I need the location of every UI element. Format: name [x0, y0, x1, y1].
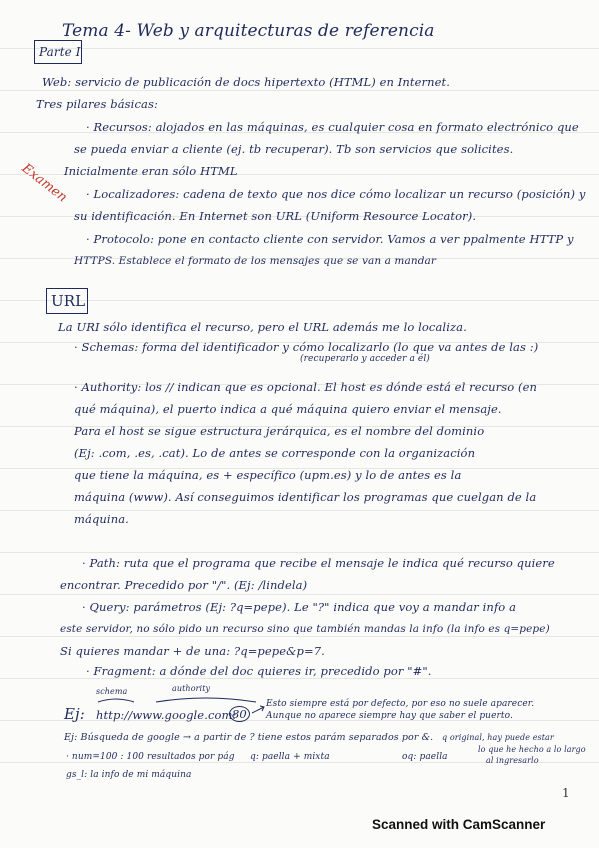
original-query-note: q original, hay puede estar — [442, 733, 554, 742]
oq-note-1: lo que he hecho a lo largo — [478, 745, 586, 754]
locators-line-1: · Localizadores: cadena de texto que nos dice cómo localizar un recurso (posición) y — [86, 187, 586, 201]
schemas-line: · Schemas: forma del identificador y cómo localizarlo (lo que va antes de las :) — [74, 340, 539, 354]
num-param: · num=100 : 100 resultados por pág — [66, 752, 235, 762]
exam-margin-note: Examen — [18, 161, 70, 206]
resources-line-3: Inicialmente eran sólo HTML — [64, 164, 238, 178]
locators-line-2: su identificación. En Internet son URL (Uniform Resource Locator). — [74, 209, 477, 223]
gs-param: gs_l: la info de mi máquina — [66, 770, 192, 780]
uri-vs-url: La URI sólo identifica el recurso, pero el URL además me lo localiza. — [58, 320, 467, 334]
protocol-line-2: HTTPS. Establece el formato de los mensajes que se van a mandar — [74, 255, 437, 267]
query-line-2: este servidor, no sólo pido un recurso sino que también mandas la info (la info es q=pepe) — [60, 623, 550, 635]
schemas-subnote: (recuperarlo y acceder a él) — [300, 354, 430, 364]
url-bracket-lines — [96, 696, 266, 704]
example-label: Ej: — [64, 705, 85, 723]
page-title: Tema 4- Web y arquitecturas de referencia — [62, 21, 435, 41]
example-url: http://www.google.com: — [96, 708, 237, 722]
authority-line-6: máquina (www). Así conseguimos identificar los programas que cuelgan de la — [74, 490, 537, 504]
path-line-1: · Path: ruta que el programa que recibe el mensaje le indica qué recurso quiere — [82, 556, 555, 570]
authority-line-1: · Authority: los // indican que es opcional. El host es dónde está el recurso (en — [74, 380, 538, 394]
authority-line-4: (Ej: .com, .es, .cat). Lo de antes se corresponde con la organización — [74, 446, 476, 460]
google-search-example: Ej: Búsqueda de google → a partir de ? tiene estos parám separados por &. — [64, 732, 434, 743]
port-note-2: Aunque no aparece siempre hay que saber el puerto. — [266, 711, 513, 721]
query-line-3: Si quieres mandar + de una: ?q=pepe&p=7. — [60, 644, 325, 658]
authority-line-7: máquina. — [74, 512, 129, 526]
authority-line-2: qué máquina), el puerto indica a qué máquina quiero enviar el mensaje. — [74, 402, 502, 416]
authority-line-5: que tiene la máquina, es + específico (upm.es) y lo de antes es la — [74, 468, 462, 482]
authority-line-3: Para el host se sigue estructura jerárquica, es el nombre del dominio — [74, 424, 485, 438]
path-line-2: encontrar. Precedido por "/". (Ej: /lindela) — [60, 578, 308, 592]
oq-param: oq: paella — [402, 752, 448, 762]
port-note-1: Esto siempre está por defecto, por eso no suele aparecer. — [266, 699, 535, 709]
resources-line-2: se pueda enviar a cliente (ej. tb recuperar). Tb son servicios que solicites. — [74, 142, 514, 156]
oq-note-2: al ingresarlo — [486, 756, 539, 765]
part-label: Parte I — [39, 45, 81, 59]
protocol-line-1: · Protocolo: pone en contacto cliente con servidor. Vamos a ver ppalmente HTTP y — [86, 232, 574, 246]
query-line-1: · Query: parámetros (Ej: ?q=pepe). Le "?" indica que voy a mandar info a — [82, 600, 517, 614]
resources-line-1: · Recursos: alojados en las máquinas, es cualquier cosa en formato electrónico que — [86, 120, 579, 134]
example-port: 80 — [229, 706, 250, 722]
q-param: q: paella + mixta — [250, 752, 330, 762]
fragment-line: · Fragment: a dónde del doc quieres ir, precedido por "#". — [86, 664, 432, 678]
three-pillars: Tres pilares básicas: — [36, 97, 158, 111]
url-label: URL — [51, 292, 86, 310]
web-definition: Web: servicio de publicación de docs hipertexto (HTML) en Internet. — [42, 75, 451, 89]
scheme-annotation: schema — [96, 687, 128, 696]
page-number: 1 — [562, 786, 570, 800]
scanner-watermark: Scanned with CamScanner — [372, 817, 546, 832]
authority-annotation: authority — [172, 684, 211, 693]
